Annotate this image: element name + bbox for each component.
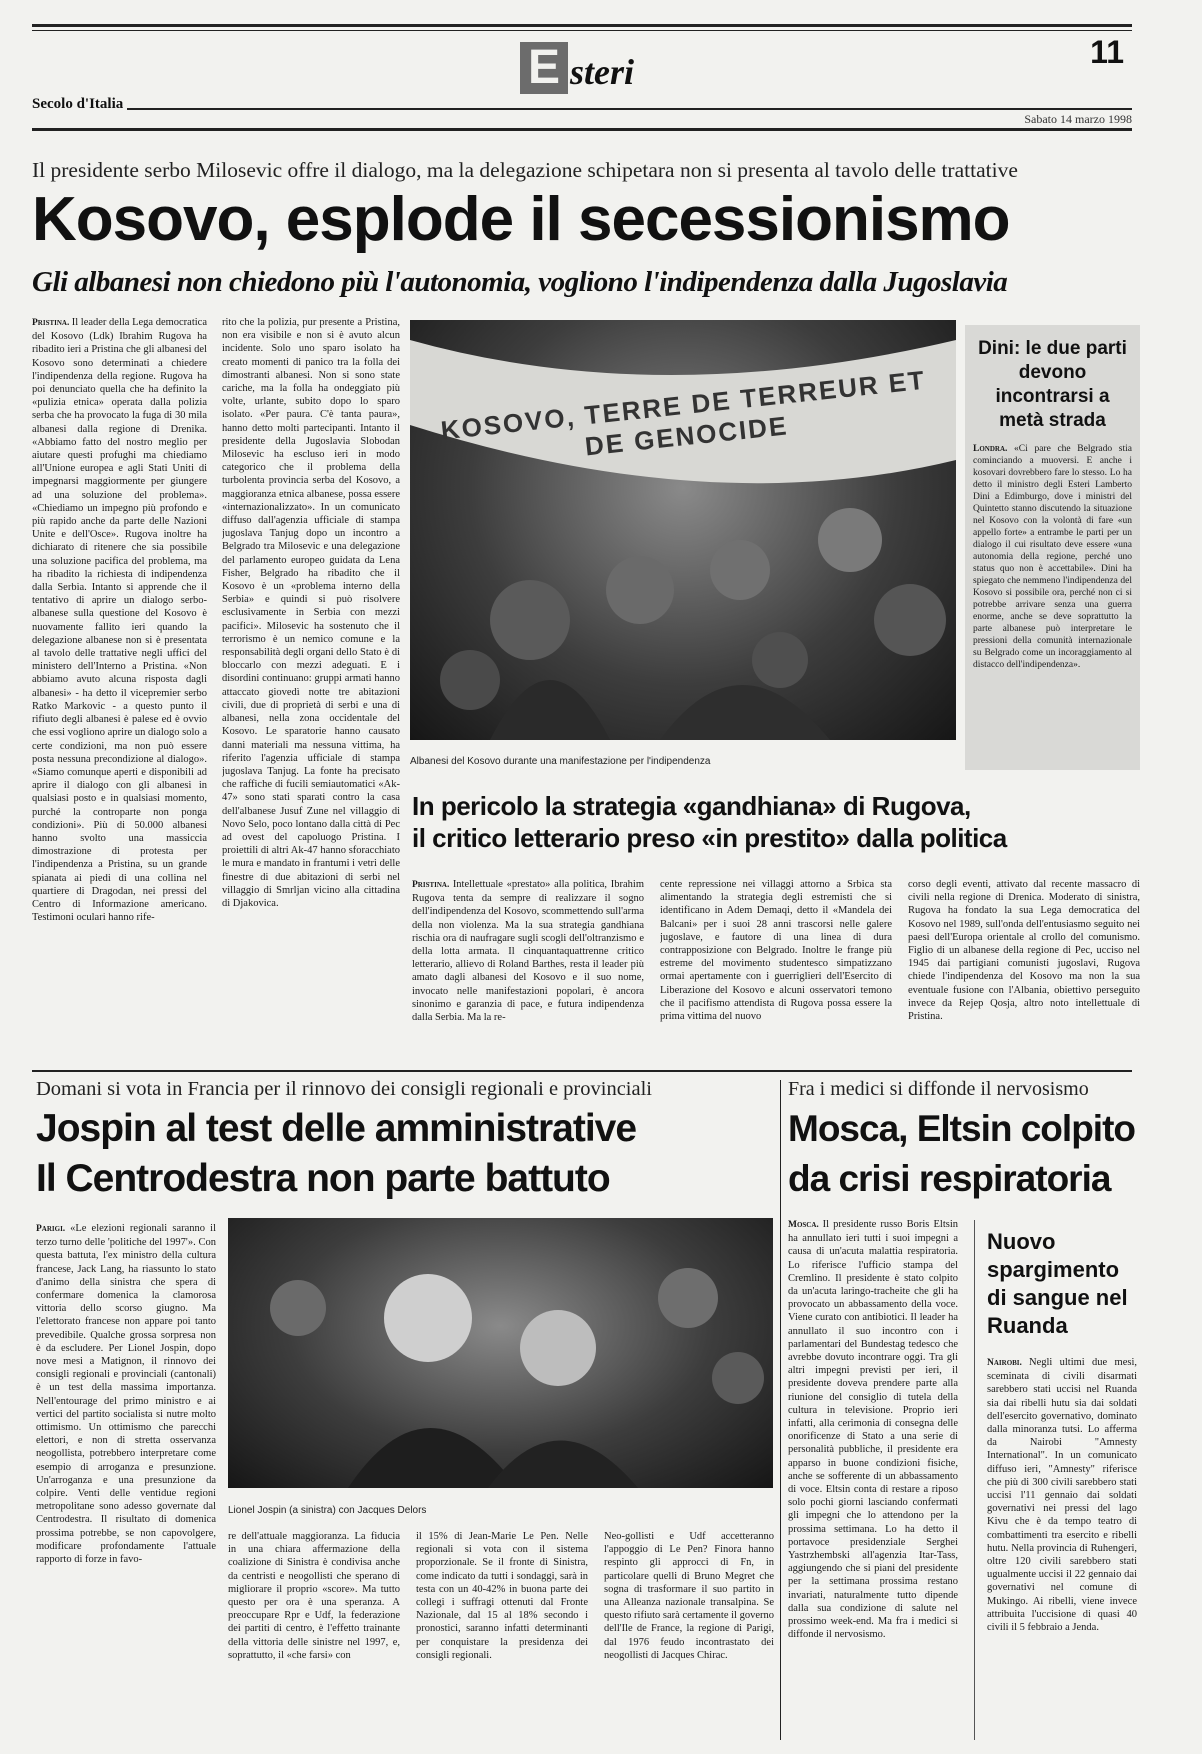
dini-headline: Dini: le due parti devono incontrarsi a metà strada (978, 338, 1127, 431)
section-divider (32, 1070, 1132, 1072)
jospin-text-col4: Neo-gollisti e Udf accetteranno l'appoggio di Le Pen? Finora hanno respinto gli approcci di Fn, in particolare quelli di Bruno Megret che sogna di trasformare il suo partito in una Alleanza nazionale transalpina. Se questo rifiuto sarà certamente il governo dell'Ile de France, la regione di Parigi, dal 1976 feudo incontrastato dei neogollisti di Jacques Chirac. (604, 1531, 774, 1661)
rugova-text-col2: cente repressione nei villaggi attorno a Srbica sta alimentando la strategia degli estremisti che si identificano in Adem Demaqi, detto il «Mandela dei Balcani» per i suoi 28 anni trascorsi nelle galere jugoslave, e fautore di una linea di dura contrapposizione con Belgrado. Inoltre le frange più estreme del movimento studentesco simpatizzano ormai apertamente con i guerriglieri dell'Esercito di Liberazione del Kosovo e alcuni osservatori temono che il pacifismo attendista di Rugova possa essere la prima vittima del nuovo (660, 879, 892, 1023)
section-title (520, 34, 634, 94)
jospin-text-col1: «Le elezioni regionali saranno il terzo turno delle 'politiche del 1997'». Con questa battuta, l'ex ministro della cultura francese, Jack Lang, ha riassunto lo stato d'animo della sinistra che spera di confermare domenica la clamorosa vittoria dello scorso giugno. Ma l'elettorato francese non appare poi tanto prevedibile. Qualche grossa sorpresa non è da escludere. Per Lionel Jospin, dopo nove mesi a Matignon, il rinnovo dei consigli regionali e provinciali (cantonali) è un test della massima importanza. Nell'entourage del primo ministro e ai vertici del partito socialista si nutre molto ottimismo. Un ottimismo che parecchi elettori, e non di stretta osservanza neogollista, potrebbero interpretare come esempio di arroganza e presunzione. Un'arroganza e una presunzione da colpire. Venti delle ventidue regioni metropolitane sono adesso governate dal Centrodestra. Il risultato di domenica prossima potrebbe, se non capovolgere, modificare profondamente l'attuale rapporto di forze in favo- (36, 1223, 216, 1566)
rugova-headline-line2: il critico letterario preso «in prestito» dalla politica (412, 823, 1007, 853)
section-initial: E (520, 42, 568, 94)
jospin-text-col3: il 15% di Jean-Marie Le Pen. Nelle regionali si vota con il sistema proporzionale. Se il fronte di Sinistra, come indicato da tutti i sondaggi, sarà in testa con un 40-42% in buona parte dei collegi i suffragi ottenuti dal Fronte Nazionale, dal 15 al 18% secondo i pronostici, saranno infatti determinanti per conquistare la presidenza dei consigli regionali. (416, 1531, 588, 1661)
eltsin-headline-line1: Mosca, Eltsin colpito (788, 1108, 1135, 1149)
jospin-column-4 (604, 1530, 774, 1738)
lead-dateline: Pristina. (32, 318, 72, 328)
eltsin-headline-line2: da crisi respiratoria (788, 1158, 1111, 1199)
jospin-text-col2: re dell'attuale maggioranza. La fiducia in una chiara affermazione della coalizione di Sinistra è condivisa anche da centristi e neogollisti che sperano di migliorare il proprio «score». Ma tutto questo per ora è una speranza. A preoccupare Rpr e Udf, la federazione dei partiti di centro, è l'effetto trainante della vittoria delle sinistre nel 1997, e, soprattutto, il «che farsi» con (228, 1531, 400, 1661)
issue-date: Sabato 14 marzo 1998 (1024, 112, 1132, 126)
kosovo-photo-caption: Albanesi del Kosovo durante una manifestazione per l'indipendenza (410, 756, 711, 767)
jospin-delors-photo (228, 1218, 773, 1488)
jospin-dateline: Parigi. (36, 1224, 71, 1234)
eltsin-column (788, 1218, 958, 1738)
ruanda-box (974, 1220, 1141, 1740)
eltsin-kicker: Fra i medici si diffonde il nervosismo (788, 1078, 1089, 1100)
ruanda-dateline: Nairobi. (987, 1358, 1029, 1368)
eltsin-headline (788, 1104, 1135, 1204)
eltsin-text: Il presidente russo Boris Eltsin ha annullato ieri tutti i suoi impegni a causa di un'acuta malattia respiratoria. Lo riferisce l'ufficio stampa del Cremlino. Il presidente è stato colpito da un'acuta laringo-tracheite che gli ha provocato un abbassamento della voce. Viene curato con antibiotici. Il leader ha annullato il suo incontro con i parlamentari del Bundestag tedesco che avrebbe dovuto incontrare oggi. Tra gli altri impegni previsti per ieri, il presidente doveva prendere parte alla riunione del consiglio di tutela della cultura in televisione. Proprio ieri infatti, alla cerimonia di consegna delle onorificenze di Stato a una serie di personalità pubbliche, il presidente era apparso in buone condizioni fisiche, anche se sofferente di un abbassamento di voce. Eltsin conta di restare a riposo solo pochi giorni lasciando confermati gli impegni che lo attendono per la prossima settimana. Lo ha detto il portavoce presidenziale Serghei Yastrzhembski all'agenzia Itar-Tass, aggiungendo che si piani del presidente per la settimana prossima restano invariati, naturalmente tutto dipende dalla sua condizione di salute nel prossimo week-end. Ma fra i medici si diffonde il nervosismo. (788, 1219, 958, 1641)
rugova-column-3 (908, 878, 1140, 1056)
lead-text-col2: rito che la polizia, pur presente a Pristina, non era visibile e non si è avuto alcun incidente. Solo uno sparo isolato ha creato momenti di panico tra la folla dei dimostranti albanesi. Non si sono state cariche, ma la folla ha ondeggiato più volte, urlante, subito dopo lo sparo isolato. «Per paura. C'è tanta paura», hanno detto molti partecipanti. Intanto il presidente della Jugoslavia Slobodan Milosevic ha escluso ieri in modo categorico che il problema della turbolenta provincia serba del Kosovo, a maggioranza etnica albanese, possa essere «internazionalizzato». In un comunicato diffuso dall'agenzia ufficiale di stampa jugoslava Tanjug dopo un incontro a Belgrado tra Milosevic e una delegazione del parlamento europeo guidata da Lena Fisher, Belgrado ha ribadito che il Kosovo è un «problema interno della Serbia» e quindi si può risolvere esclusivamente in Serbia con mezzi pacifici». Milosevic ha sostenuto che il terrorismo è un nemico comune e la responsabilità degli organi dello Stato è di bloccarlo con mezzi adeguati. E i disordini continuano: gruppi armati hanno attaccato giovedì notte tre abitazioni civili, due di proprietà di serbi e una di albanesi, nella zona occidentale del Kosovo. Le sparatorie hanno causato danni materiali ma nessuna vittima, ha riferito l'agenzia ufficiale di stampa jugoslava Tanjug. La fonte ha precisato che raffiche di fucili semiautomatici «Ak-47» sono stati sparati contro la casa dell'albanese Jusuf Zune nel villaggio di Novo Selo, poco lontano dalla città di Pec ad ovest del capoluogo Pristina. I proiettili di altri Ak-47 hanno sforacchiato le mura e mandato in frantumi i vetri delle finestre di due abitazioni di serbi nel villaggio di Smrljan vicino alla cittadina di Djakovica. (222, 317, 400, 909)
dini-text: «Ci pare che Belgrado stia cominciando a muoversi. E anche i kosovari dovrebbero fare lo stesso. Lo ha detto il ministro degli Esteri Lamberto Dini a Edimburgo, dove i ministri del Quintetto stanno discutendo la situazione nel Kosovo con la volontà di fare «un appello forte» a entrambe le parti per un dialogo il cui risultato deve essere «una autonomia della regione, perché uno status quo non è accettabile». Dini ha spiegato che nemmeno l'indipendenza del Kosovo si possibile ora, perché non ci si potrebbe arrivare senza una guerra enorme, anche se deve soprattutto la parte albanese può interpretare le pressioni della comunità internazionale su Belgrado come un incoraggiamento al distacco dell'indipendenza». (973, 444, 1132, 670)
rugova-column-2 (660, 878, 892, 1056)
jospin-kicker: Domani si vota in Francia per il rinnovo dei consigli regionali e provinciali (36, 1078, 652, 1100)
kosovo-protest-photo (410, 320, 956, 740)
jospin-column-2 (228, 1530, 400, 1738)
lead-headline: Kosovo, esplode il secessionismo (32, 185, 1010, 254)
newspaper-name: Secolo d'Italia (32, 96, 127, 113)
rugova-headline-line1: In pericolo la strategia «gandhiana» di Rugova, (412, 791, 971, 821)
dini-body (973, 443, 1132, 773)
lead-subhead: Gli albanesi non chiedono più l'autonomia, vogliono l'indipendenza dalla Jugoslavia (32, 266, 1008, 298)
page-number: 11 (1090, 34, 1124, 70)
lead-column-1 (32, 316, 207, 1064)
ruanda-text: Negli ultimi due mesi, sceminata di civili disarmati sarebbero stati uccisi nel Ruanda sia dai ribelli hutu sia dai soldati dell'esercito governativo, dominato dalla minoranza tutsi. Lo afferma da Nairobi "Amnesty International". In un comunicato diffuso ieri, "Amnesty" riferisce che più di 300 civili sarebbero stati uccisi l'11 gennaio dai soldati governativi nei pressi del lago Kivu che è da tempo teatro di combattimenti tra esercito e ribelli hutu. Nella provincia di Ruhengeri, oltre 120 civili sarebbero stati ugualmente uccisi il 22 gennaio dai governativi nel comune di Mukingo. Ai ribelli, viene invece attribuita l'uccisione di quasi 40 civili il 5 febbraio a Jenda. (987, 1357, 1137, 1634)
jospin-delors-illustration (228, 1218, 773, 1488)
masthead-rule-2 (32, 128, 1132, 131)
eltsin-dateline: Mosca. (788, 1220, 823, 1230)
jospin-headline-line1: Jospin al test delle amministrative (36, 1107, 637, 1150)
dini-sidebar (965, 325, 1140, 770)
dini-dateline: Londra. (973, 444, 1015, 454)
rugova-headline (412, 790, 1132, 854)
rugova-dateline: Pristina. (412, 880, 453, 890)
ruanda-headline: Nuovo spargimento di sangue nel Ruanda (987, 1229, 1128, 1338)
lead-text-col1: Il leader della Lega democratica del Kosovo (Ldk) Ibrahim Rugova ha ribadito ieri a Pristina che gli albanesi del Kosovo sono determinati a chiedere l'indipendenza della regione. Rugova ha poi denunciato quella che ha definito la «pulizia etnica» operata dalla polizia serba che ha provocato la fuga di 30 mila albanesi dalla regione di Drenika. «Abbiamo fatto del nostro meglio per aiutare questi profughi ma chiediamo all'Unione europea e agli Stati Uniti di impegnarsi maggiormente per giungere ad una soluzione del problema». «Chiediamo un impegno più profondo e più rapido anche da parte delle Nazioni Unite e dell'Osce». Rugova inoltre ha dichiarato di ritenere che sia possibile una soluzione pacifica del problema, ma ha ribadito la richiesta di indipendenza dalla Serbia. Intanto si apprende che il tentativo di aprire un dialogo serbo-albanese sulla questione del Kosovo è nuovamente fallito ieri quando la delegazione albanese non si è presentata al tavolo delle trattative negli uffici del ministero dell'Interno a Pristina. «Non abbiamo avuto alcuna risposta dagli albanesi» - ha detto il vicepremier serbo Ratko Markovic - a questo punto il rifiuto degli albanesi è palese ed è ovvio che essi vogliono aprire un dialogo solo a certe condizioni, ma non può essere posta nessuna precondizione al dialogo». «Siamo comunque aperti e disponibili ad aprire il dialogo con gli albanesi in qualsiasi posto e in qualsiasi momento, purché la controparte non ponga condizioni». Più di 50.000 albanesi hanno svolto una massiccia dimostrazione di protesta per l'indipendenza a Pristina, su un grande spianata ai piedi di una collina nel quartiere di Dragodan, nei pressi del Centro di Informazione americano. Testimoni oculari hanno rife- (32, 317, 207, 924)
top-rule (32, 24, 1132, 27)
ruanda-body (987, 1356, 1137, 1716)
jospin-column-1 (36, 1222, 216, 1738)
jospin-column-3 (416, 1530, 588, 1738)
masthead-rule (32, 108, 1132, 110)
jospin-headline (36, 1104, 636, 1204)
jospin-headline-line2: Il Centrodestra non parte battuto (36, 1157, 610, 1200)
section-rest: steri (570, 52, 635, 92)
jospin-photo-caption: Lionel Jospin (a sinistra) con Jacques Delors (228, 1505, 427, 1516)
rugova-text-col1: Intellettuale «prestato» alla politica, Ibrahim Rugova tenta da sempre di realizzare il sogno dell'indipendenza del Kosovo, scommettendo sull'arma della non violenza. Ma la sua strategia gandhiana rischia ora di naufragare sugli scogli dell'oltranzismo e della lotta armata. Il cinquantaquattrenne critico letterario, allievo di Roland Barthes, resta il leader più amato dagli albanesi del Kosovo e il suo nome, invocato nelle manifestazioni popolari, è ancora sinonimo e garanzia di pace, e futura indipendenza dalla Serbia. Ma la re- (412, 879, 644, 1024)
rugova-column-1 (412, 878, 644, 1056)
photo-banner-text: KOSOVO, TERRE DE TERREUR ET DE GENOCIDE (439, 364, 928, 462)
rugova-text-col3: corso degli eventi, attivato dal recente massacro di civili nella regione di Drenica. Moderato di sinistra, Rugova ha fondato la sua Lega democratica del Kosovo nel 1989, sull'onda dell'entusiasmo seguito nei paesi dell'Europa orientale al crollo del comunismo. Figlio di un albanese della regione di Pec, ucciso nel 1945 dai partigiani comunisti jugoslavi, Rugova chiede l'indipendenza del Kosovo ma non la sua eventuale fusione con l'Albania, obiettivo perseguito invece da Rejep Qosja, altro noto intellettuale di Pristina. (908, 879, 1140, 1023)
top-rule-thin (32, 30, 1132, 31)
lead-column-2 (222, 316, 400, 1064)
column-separator (780, 1080, 781, 1740)
lead-kicker: Il presidente serbo Milosevic offre il dialogo, ma la delegazione schipetara non si presenta al tavolo delle trattative (32, 158, 1018, 182)
